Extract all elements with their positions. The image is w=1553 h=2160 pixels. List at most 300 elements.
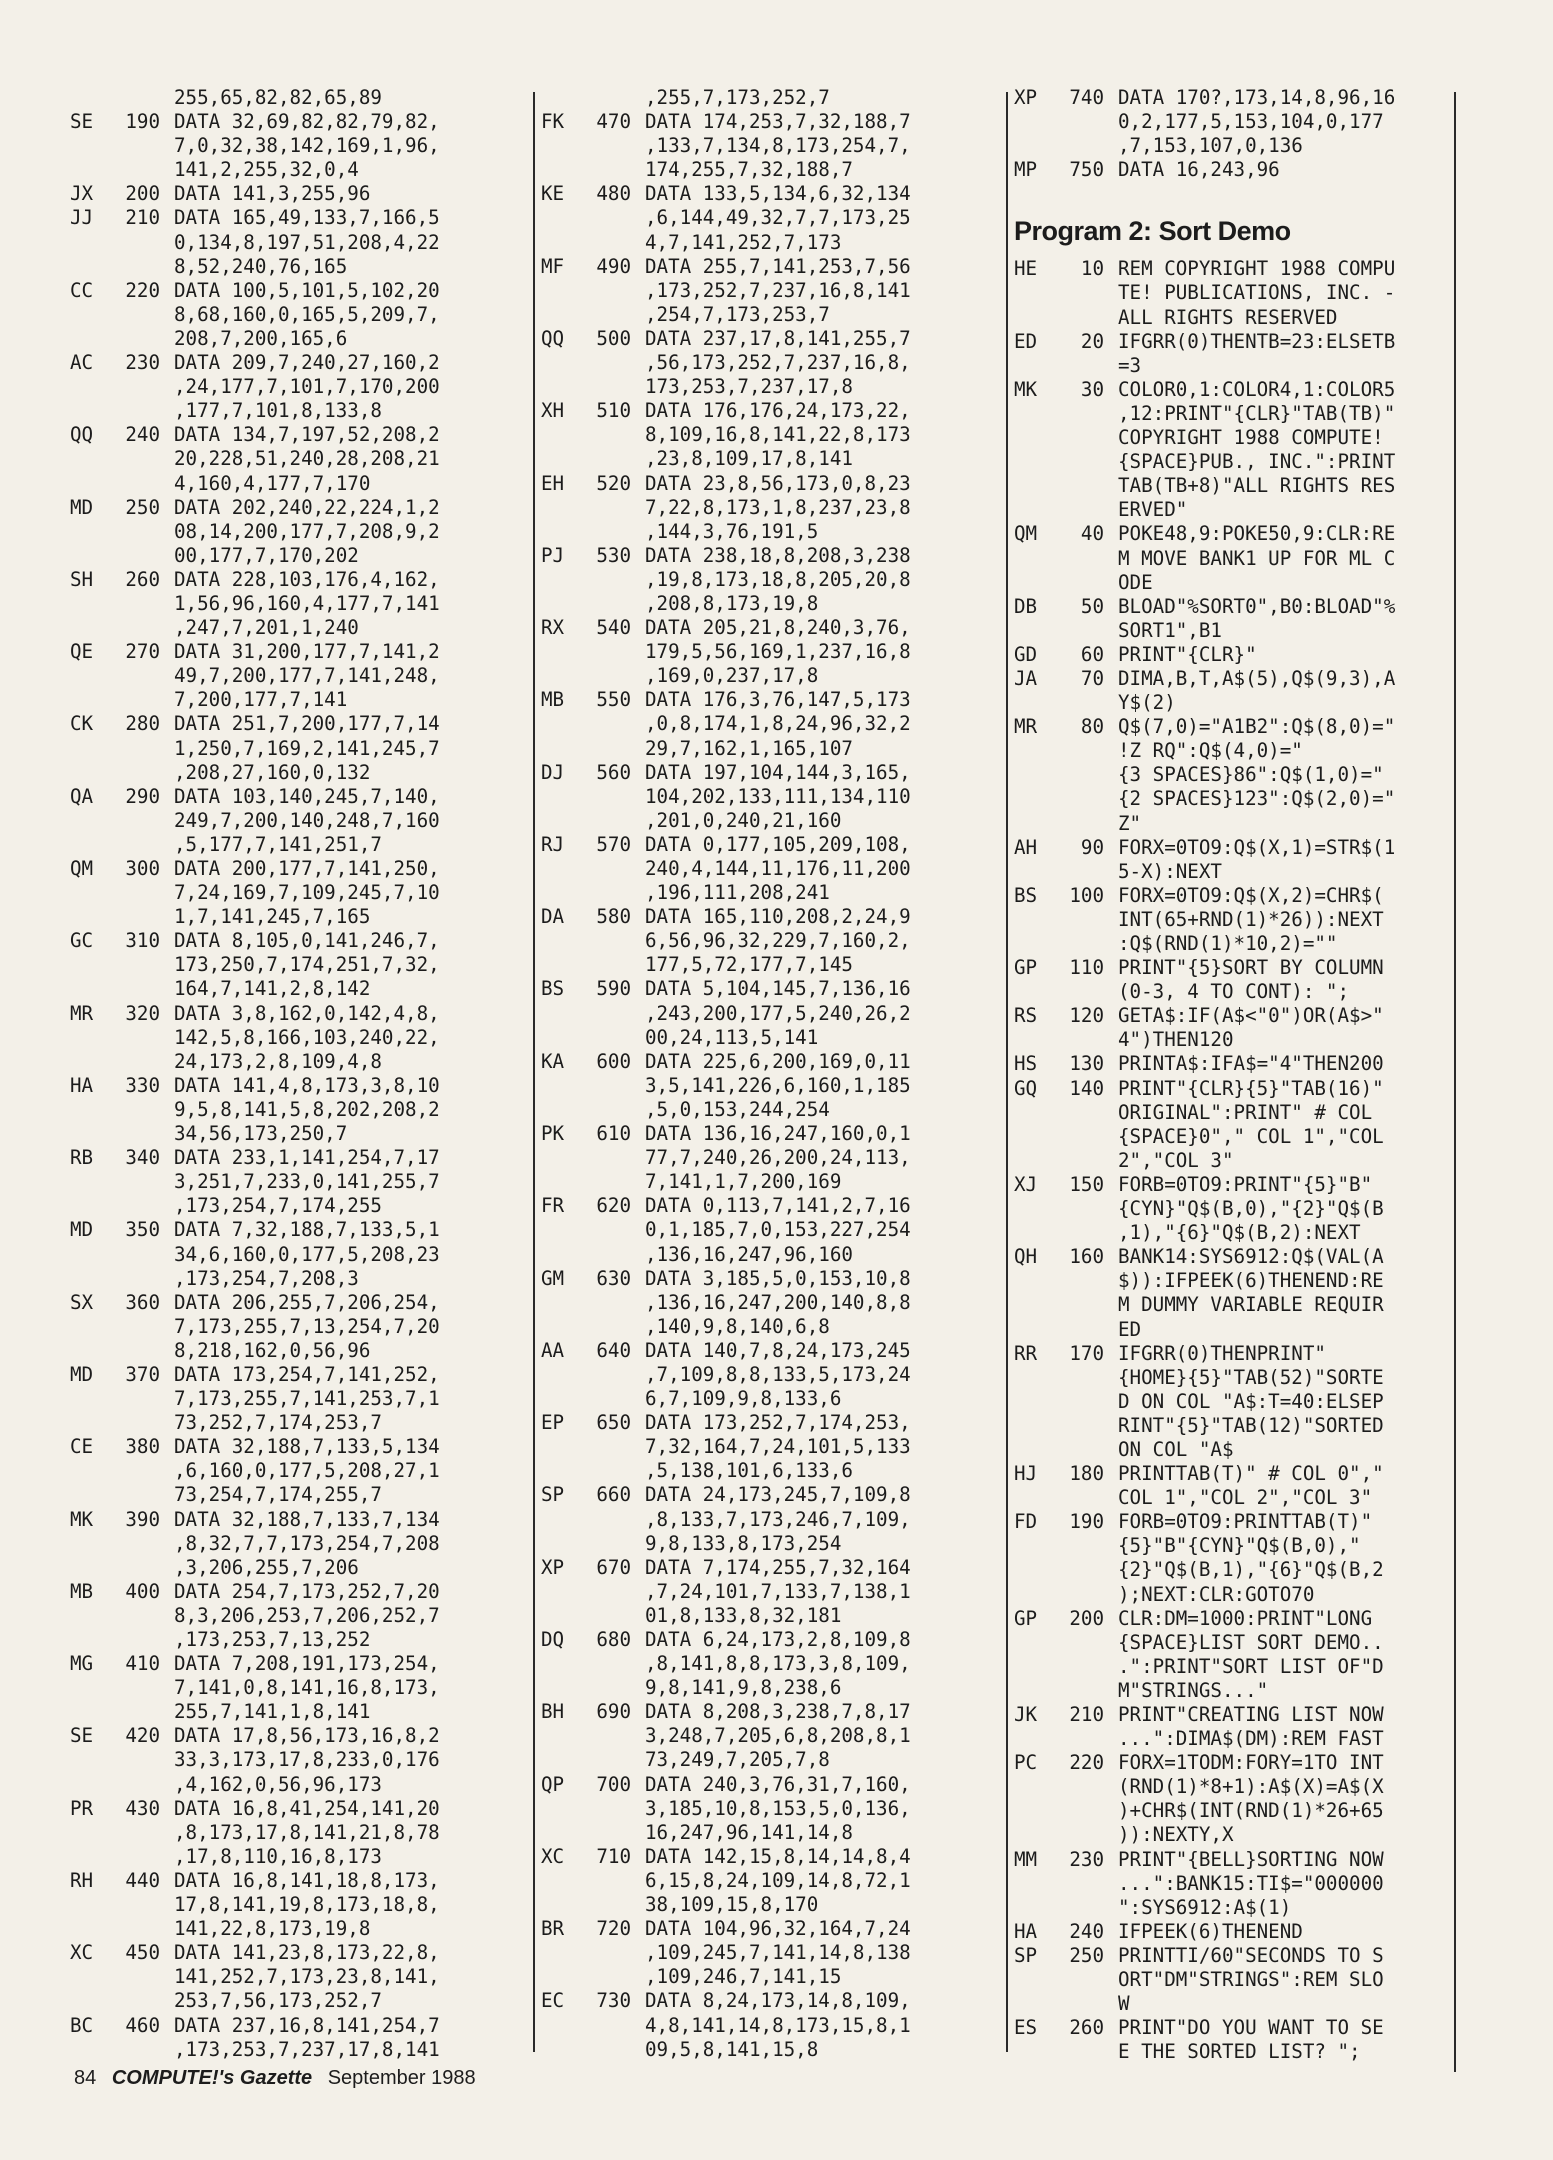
code-text: 8,218,162,0,56,96 (174, 1338, 371, 1362)
checksum-code (1014, 498, 1062, 522)
listing-line (70, 1267, 532, 1291)
checksum-code: MK (1014, 377, 1038, 401)
code-text: 00,24,113,5,141 (645, 1025, 819, 1049)
checksum-code: QM (1014, 522, 1038, 546)
code-text: 34,56,173,250,7 (174, 1122, 348, 1146)
code-text: 73,254,7,174,255,7 (174, 1483, 382, 1507)
line-number (118, 1050, 160, 1074)
checksum-code (70, 303, 118, 327)
listing-line (1014, 1679, 1454, 1703)
line-number (1062, 571, 1104, 595)
line-number: 370 (125, 1362, 160, 1386)
line-number (118, 472, 160, 496)
listing-line (541, 1243, 1005, 1267)
line-number (589, 1363, 631, 1387)
line-number: 50 (1080, 594, 1104, 618)
checksum-code: MB (70, 1579, 94, 1603)
line-number: 400 (125, 1579, 160, 1603)
code-text: PRINT"{CLR}{5}"TAB(16)" (1118, 1076, 1384, 1100)
code-text: {2 SPACES}123":Q$(2,0)=" (1118, 787, 1396, 811)
checksum-code (70, 1339, 118, 1363)
checksum-code (1014, 1028, 1062, 1052)
line-number: 300 (125, 857, 160, 880)
code-text: ED (1118, 1317, 1142, 1341)
checksum-code: MK (70, 1507, 94, 1531)
checksum-code: SE (70, 110, 94, 134)
code-text: PRINT"CREATING LIST NOW (1118, 1703, 1384, 1726)
code-text: 9,8,141,9,8,238,6 (645, 1676, 842, 1700)
line-number (589, 1074, 631, 1098)
code-text: ,173,253,7,13,252 (174, 1628, 371, 1651)
code-text: 7,173,255,7,13,254,7,20 (174, 1314, 440, 1338)
listing-line (541, 399, 1005, 423)
code-text: 142,5,8,166,103,240,22, (174, 1025, 440, 1049)
listing-line (70, 1243, 532, 1267)
code-text: 173,253,7,237,17,8 (645, 375, 853, 399)
listing-line (541, 640, 1005, 664)
checksum-code (1014, 1775, 1062, 1799)
code-text: 177,5,72,177,7,145 (645, 953, 853, 977)
listing-line (541, 447, 1005, 471)
line-number: 240 (125, 423, 160, 447)
listing-line (1014, 1968, 1454, 1992)
listing-line (70, 688, 532, 712)
code-text: :Q$(RND(1)*10,2)="" (1118, 932, 1338, 955)
line-number: 20 (1080, 329, 1104, 353)
code-text: ,5,138,101,6,133,6 (645, 1459, 853, 1483)
listing-line (541, 496, 1005, 520)
code-text: ,7,24,101,7,133,7,138,1 (645, 1579, 911, 1603)
line-number: 40 (1080, 522, 1104, 546)
code-text: 24,173,2,8,109,4,8 (174, 1049, 382, 1073)
code-text: =3 (1118, 353, 1142, 377)
checksum-code (70, 1604, 118, 1628)
code-text: 179,5,56,169,1,237,16,8 (645, 640, 911, 664)
listing-line (541, 664, 1005, 688)
checksum-code: XH (541, 399, 565, 423)
code-text: 3,248,7,205,6,8,208,8,1 (645, 1724, 911, 1748)
checksum-code (70, 616, 118, 640)
checksum-code: EC (541, 1989, 565, 2013)
code-text: 16,247,96,141,14,8 (645, 1820, 853, 1844)
code-text: 1,56,96,160,4,177,7,141 (174, 591, 440, 615)
line-number: 660 (596, 1483, 631, 1507)
line-number (1062, 1558, 1104, 1582)
checksum-code (541, 231, 589, 255)
code-text: FORX=0TO9:Q$(X,2)=CHR$( (1118, 883, 1384, 907)
listing-line (541, 737, 1005, 761)
line-number (118, 616, 160, 640)
checksum-code (541, 496, 589, 520)
code-text: Y$(2) (1118, 691, 1176, 715)
listing-line (70, 1821, 532, 1845)
code-text: 73,249,7,205,7,8 (645, 1748, 830, 1772)
line-number (118, 1170, 160, 1194)
checksum-code (541, 447, 589, 471)
line-number: 290 (125, 784, 160, 808)
line-number (118, 1893, 160, 1917)
listing-line (70, 1363, 532, 1387)
listing-line (1014, 426, 1454, 450)
checksum-code (70, 1026, 118, 1050)
code-text: {SPACE}LIST SORT DEMO.. (1118, 1630, 1384, 1654)
code-text: PRINTTI/60"SECONDS TO S (1118, 1943, 1384, 1967)
line-number (118, 1748, 160, 1772)
checksum-code (70, 1532, 118, 1556)
checksum-code (541, 351, 589, 375)
line-number (589, 1965, 631, 1989)
listing-line (541, 1146, 1005, 1170)
listing-line (541, 1724, 1005, 1748)
checksum-code (1014, 691, 1062, 715)
line-number (118, 1122, 160, 1146)
code-text: ,8,133,7,173,246,7,109, (645, 1507, 911, 1531)
line-number (589, 712, 631, 736)
line-number (1062, 498, 1104, 522)
listing-line (541, 785, 1005, 809)
line-number (589, 2038, 631, 2062)
code-text: ODE (1118, 570, 1153, 594)
line-number (589, 375, 631, 399)
listing-line (1014, 498, 1454, 522)
listing-line (1014, 884, 1454, 908)
line-number: 320 (125, 1001, 160, 1025)
column-rule-1 (533, 92, 535, 2052)
code-text: 49,7,200,177,7,141,248, (174, 664, 440, 688)
checksum-code (70, 2038, 118, 2062)
listing-line (541, 1652, 1005, 1676)
code-text: DATA 165,49,133,7,166,5 (174, 206, 440, 230)
line-number: 100 (1069, 883, 1104, 907)
listing-line (70, 1483, 532, 1507)
listing-line (1014, 1269, 1454, 1293)
line-number: 750 (1069, 158, 1104, 182)
checksum-code (541, 1170, 589, 1194)
checksum-code: ES (1014, 2016, 1038, 2040)
listing-line (70, 1652, 532, 1676)
code-text: 7,24,169,7,109,245,7,10 (174, 881, 440, 905)
checksum-code (1014, 1318, 1062, 1342)
line-number (118, 1532, 160, 1556)
checksum-code (1014, 1149, 1062, 1173)
line-number: 280 (125, 712, 160, 736)
line-number (589, 520, 631, 544)
listing-line (1014, 1197, 1454, 1221)
listing-line (70, 231, 532, 255)
checksum-code: HA (1014, 1919, 1038, 1943)
listing-line (541, 929, 1005, 953)
line-number (1062, 306, 1104, 330)
listing-line (70, 1724, 532, 1748)
listing-line (70, 1170, 532, 1194)
line-number: 700 (596, 1772, 631, 1796)
listing-line (1014, 1896, 1454, 1920)
line-number (1062, 1631, 1104, 1655)
line-number (118, 134, 160, 158)
line-number (118, 881, 160, 905)
code-text: ORT"DM"STRINGS":REM SLO (1118, 1968, 1384, 1992)
code-text: ,173,253,7,237,17,8,141 (174, 2037, 440, 2061)
checksum-code: MB (541, 688, 565, 712)
line-number (1062, 1125, 1104, 1149)
code-text: .":PRINT"SORT LIST OF"D (1118, 1654, 1384, 1678)
listing-line (70, 496, 532, 520)
code-text: DATA 31,200,177,7,141,2 (174, 640, 440, 664)
code-text: IFPEEK(6)THENEND (1118, 1919, 1303, 1943)
code-text: DATA 136,16,247,160,0,1 (645, 1122, 911, 1146)
line-number: 230 (125, 351, 160, 375)
listing-line (541, 134, 1005, 158)
code-text: DATA 237,16,8,141,254,7 (174, 2013, 440, 2037)
listing-line (1014, 1655, 1454, 1679)
listing-line (70, 544, 532, 568)
line-number (1062, 1318, 1104, 1342)
page-footer (74, 2067, 486, 2090)
checksum-code (541, 881, 589, 905)
code-text: ,173,254,7,174,255 (174, 1194, 382, 1218)
listing-line (1014, 1558, 1454, 1582)
line-number (118, 1459, 160, 1483)
line-number (589, 2014, 631, 2038)
checksum-code (541, 158, 589, 182)
code-text: ,6,160,0,177,5,208,27,1 (174, 1459, 440, 1483)
listing-line (541, 1532, 1005, 1556)
code-text: ORIGINAL":PRINT" # COL (1118, 1100, 1373, 1124)
checksum-code: RX (541, 616, 565, 640)
code-text: 5-X):NEXT (1118, 859, 1222, 883)
listing-line (1014, 1390, 1454, 1414)
listing-line (541, 1917, 1005, 1941)
line-number: 590 (596, 977, 631, 1001)
code-text: 7,0,32,38,142,169,1,96, (174, 134, 440, 158)
code-text: PRINTA$:IFA$="4"THEN200 (1118, 1052, 1384, 1076)
line-number (118, 761, 160, 785)
code-text: DATA 133,5,134,6,32,134 (645, 182, 911, 206)
checksum-code (1014, 1727, 1062, 1751)
checksum-code (541, 2014, 589, 2038)
checksum-code: XP (1014, 86, 1038, 109)
listing-line (541, 1965, 1005, 1989)
listing-line (1014, 1727, 1454, 1751)
line-number: 160 (1069, 1245, 1104, 1269)
line-number: 270 (125, 640, 160, 664)
checksum-code (1014, 932, 1062, 956)
code-text: 20,228,51,240,28,208,21 (174, 447, 440, 471)
line-number (118, 86, 160, 110)
line-number (118, 833, 160, 857)
line-number (589, 1941, 631, 1965)
code-text: 164,7,141,2,8,142 (174, 977, 371, 1001)
checksum-code (541, 375, 589, 399)
listing-line (541, 1604, 1005, 1628)
code-text: ...":DIMA$(DM):REM FAST (1118, 1727, 1384, 1751)
checksum-code (541, 1965, 589, 1989)
line-number (1062, 1101, 1104, 1125)
checksum-code (541, 1363, 589, 1387)
line-number (118, 1965, 160, 1989)
code-text: DATA 16,243,96 (1118, 158, 1280, 182)
checksum-code (1014, 1414, 1062, 1438)
listing-line (70, 833, 532, 857)
listing-line (541, 833, 1005, 857)
code-text: 8,109,16,8,141,22,8,173 (645, 423, 911, 447)
checksum-code: RB (70, 1146, 94, 1170)
checksum-code (541, 1604, 589, 1628)
line-number: 480 (596, 182, 631, 206)
line-number (1062, 980, 1104, 1004)
code-text: DATA 32,188,7,133,7,134 (174, 1507, 440, 1531)
checksum-code: EH (541, 471, 565, 495)
listing-line (70, 375, 532, 399)
column-rule-2 (1006, 92, 1008, 2052)
line-number (589, 568, 631, 592)
listing-line (541, 1218, 1005, 1242)
checksum-code (1014, 1390, 1062, 1414)
listing-line (70, 520, 532, 544)
code-text: 7,200,177,7,141 (174, 688, 348, 712)
listing-line (541, 231, 1005, 255)
line-number: 220 (1069, 1751, 1104, 1775)
checksum-code (70, 134, 118, 158)
code-text: 8,68,160,0,165,5,209,7, (174, 302, 440, 326)
code-text: ,12:PRINT"{CLR}"TAB(TB)" (1118, 401, 1396, 425)
listing-line (1014, 281, 1454, 305)
checksum-code (541, 1243, 589, 1267)
checksum-code (541, 712, 589, 736)
listing-line (541, 881, 1005, 905)
listing-line (541, 1700, 1005, 1724)
checksum-code (541, 1869, 589, 1893)
listing-line (541, 592, 1005, 616)
code-text: {3 SPACES}86":Q$(1,0)=" (1118, 763, 1384, 787)
listing-line (70, 616, 532, 640)
line-number (589, 1797, 631, 1821)
code-text: ,7,153,107,0,136 (1118, 134, 1303, 158)
line-number (1062, 1775, 1104, 1799)
checksum-code (541, 857, 589, 881)
checksum-code (70, 761, 118, 785)
code-text: ,8,173,17,8,141,21,8,78 (174, 1820, 440, 1844)
line-number (118, 1411, 160, 1435)
code-text: RINT"{5}"TAB(12)"SORTED (1118, 1413, 1384, 1437)
code-text: E THE SORTED LIST? "; (1118, 2040, 1361, 2064)
code-text: DATA 8,208,3,238,7,8,17 (645, 1700, 911, 1724)
checksum-code: FK (541, 110, 565, 134)
code-text: DATA 16,8,41,254,141,20 (174, 1796, 440, 1820)
checksum-code: MF (541, 254, 565, 278)
listing-line (1014, 86, 1454, 110)
code-text: ,56,173,252,7,237,16,8, (645, 351, 911, 375)
checksum-code (541, 1508, 589, 1532)
line-number: 670 (596, 1555, 631, 1579)
line-number (118, 399, 160, 423)
listing-line (70, 255, 532, 279)
listing-line (1014, 860, 1454, 884)
listing-line (1014, 330, 1454, 354)
listing-line (1014, 571, 1454, 595)
listing-line (1014, 1245, 1454, 1269)
checksum-code: EP (541, 1411, 565, 1435)
code-text: 104,202,133,111,134,110 (645, 784, 911, 808)
line-number (1062, 1366, 1104, 1390)
code-text: ,208,8,173,19,8 (645, 591, 819, 615)
code-text: 9,8,133,8,173,254 (645, 1531, 842, 1555)
line-number: 190 (1069, 1510, 1104, 1534)
listing-line (70, 809, 532, 833)
listing-line (70, 1989, 532, 2013)
listing-line (1014, 1173, 1454, 1197)
listing-line (70, 905, 532, 929)
checksum-code (1014, 1583, 1062, 1607)
code-text: GETA$:IF(A$<"0")OR(A$>" (1118, 1004, 1384, 1028)
line-number (1062, 739, 1104, 763)
listing-line (1014, 402, 1454, 426)
code-text: SORT1",B1 (1118, 618, 1222, 642)
checksum-code (541, 1002, 589, 1026)
listing-line (1014, 378, 1454, 402)
checksum-code (70, 1122, 118, 1146)
line-number (1062, 1872, 1104, 1896)
checksum-code (1014, 1486, 1062, 1510)
line-number (118, 447, 160, 471)
listing-line (541, 1869, 1005, 1893)
code-text: FORX=0TO9:Q$(X,1)=STR$(1 (1118, 835, 1396, 859)
line-number (589, 1387, 631, 1411)
checksum-code (541, 1821, 589, 1845)
listing-line (541, 977, 1005, 1001)
checksum-code (70, 592, 118, 616)
code-text: ,196,111,208,241 (645, 881, 830, 905)
listing-line (70, 2038, 532, 2062)
listing-line (70, 1146, 532, 1170)
line-number: 520 (596, 471, 631, 495)
listing-column-1 (70, 86, 532, 2061)
line-number: 490 (596, 254, 631, 278)
listing-line (1014, 450, 1454, 474)
listing-line (1014, 619, 1454, 643)
listing-line (541, 1773, 1005, 1797)
checksum-code: MP (1014, 158, 1038, 182)
listing-line (70, 206, 532, 230)
line-number (1062, 1823, 1104, 1847)
checksum-code (541, 1676, 589, 1700)
listing-line (70, 1893, 532, 1917)
listing-line (541, 1628, 1005, 1652)
listing-line (1014, 1293, 1454, 1317)
line-number (589, 1508, 631, 1532)
checksum-code: JJ (70, 206, 94, 230)
checksum-code (70, 231, 118, 255)
line-number: 250 (1069, 1943, 1104, 1967)
listing-line (541, 423, 1005, 447)
listing-line (1014, 1631, 1454, 1655)
code-text: PRINT"{CLR}" (1118, 642, 1257, 666)
checksum-code: XC (541, 1844, 565, 1868)
code-text: 253,7,56,173,252,7 (174, 1989, 382, 2013)
line-number: 200 (1069, 1606, 1104, 1630)
code-text: {2}"Q$(B,1),"{6}"Q$(B,2 (1118, 1558, 1384, 1582)
checksum-code (1014, 474, 1062, 498)
code-text: 240,4,144,11,176,11,200 (645, 857, 911, 880)
line-number (1062, 1438, 1104, 1462)
line-number (118, 303, 160, 327)
listing-line (541, 1170, 1005, 1194)
listing-line (541, 544, 1005, 568)
code-text: 7,141,1,7,200,169 (645, 1170, 842, 1194)
line-number: 200 (125, 182, 160, 206)
listing-line (541, 1411, 1005, 1435)
listing-line (1014, 595, 1454, 619)
